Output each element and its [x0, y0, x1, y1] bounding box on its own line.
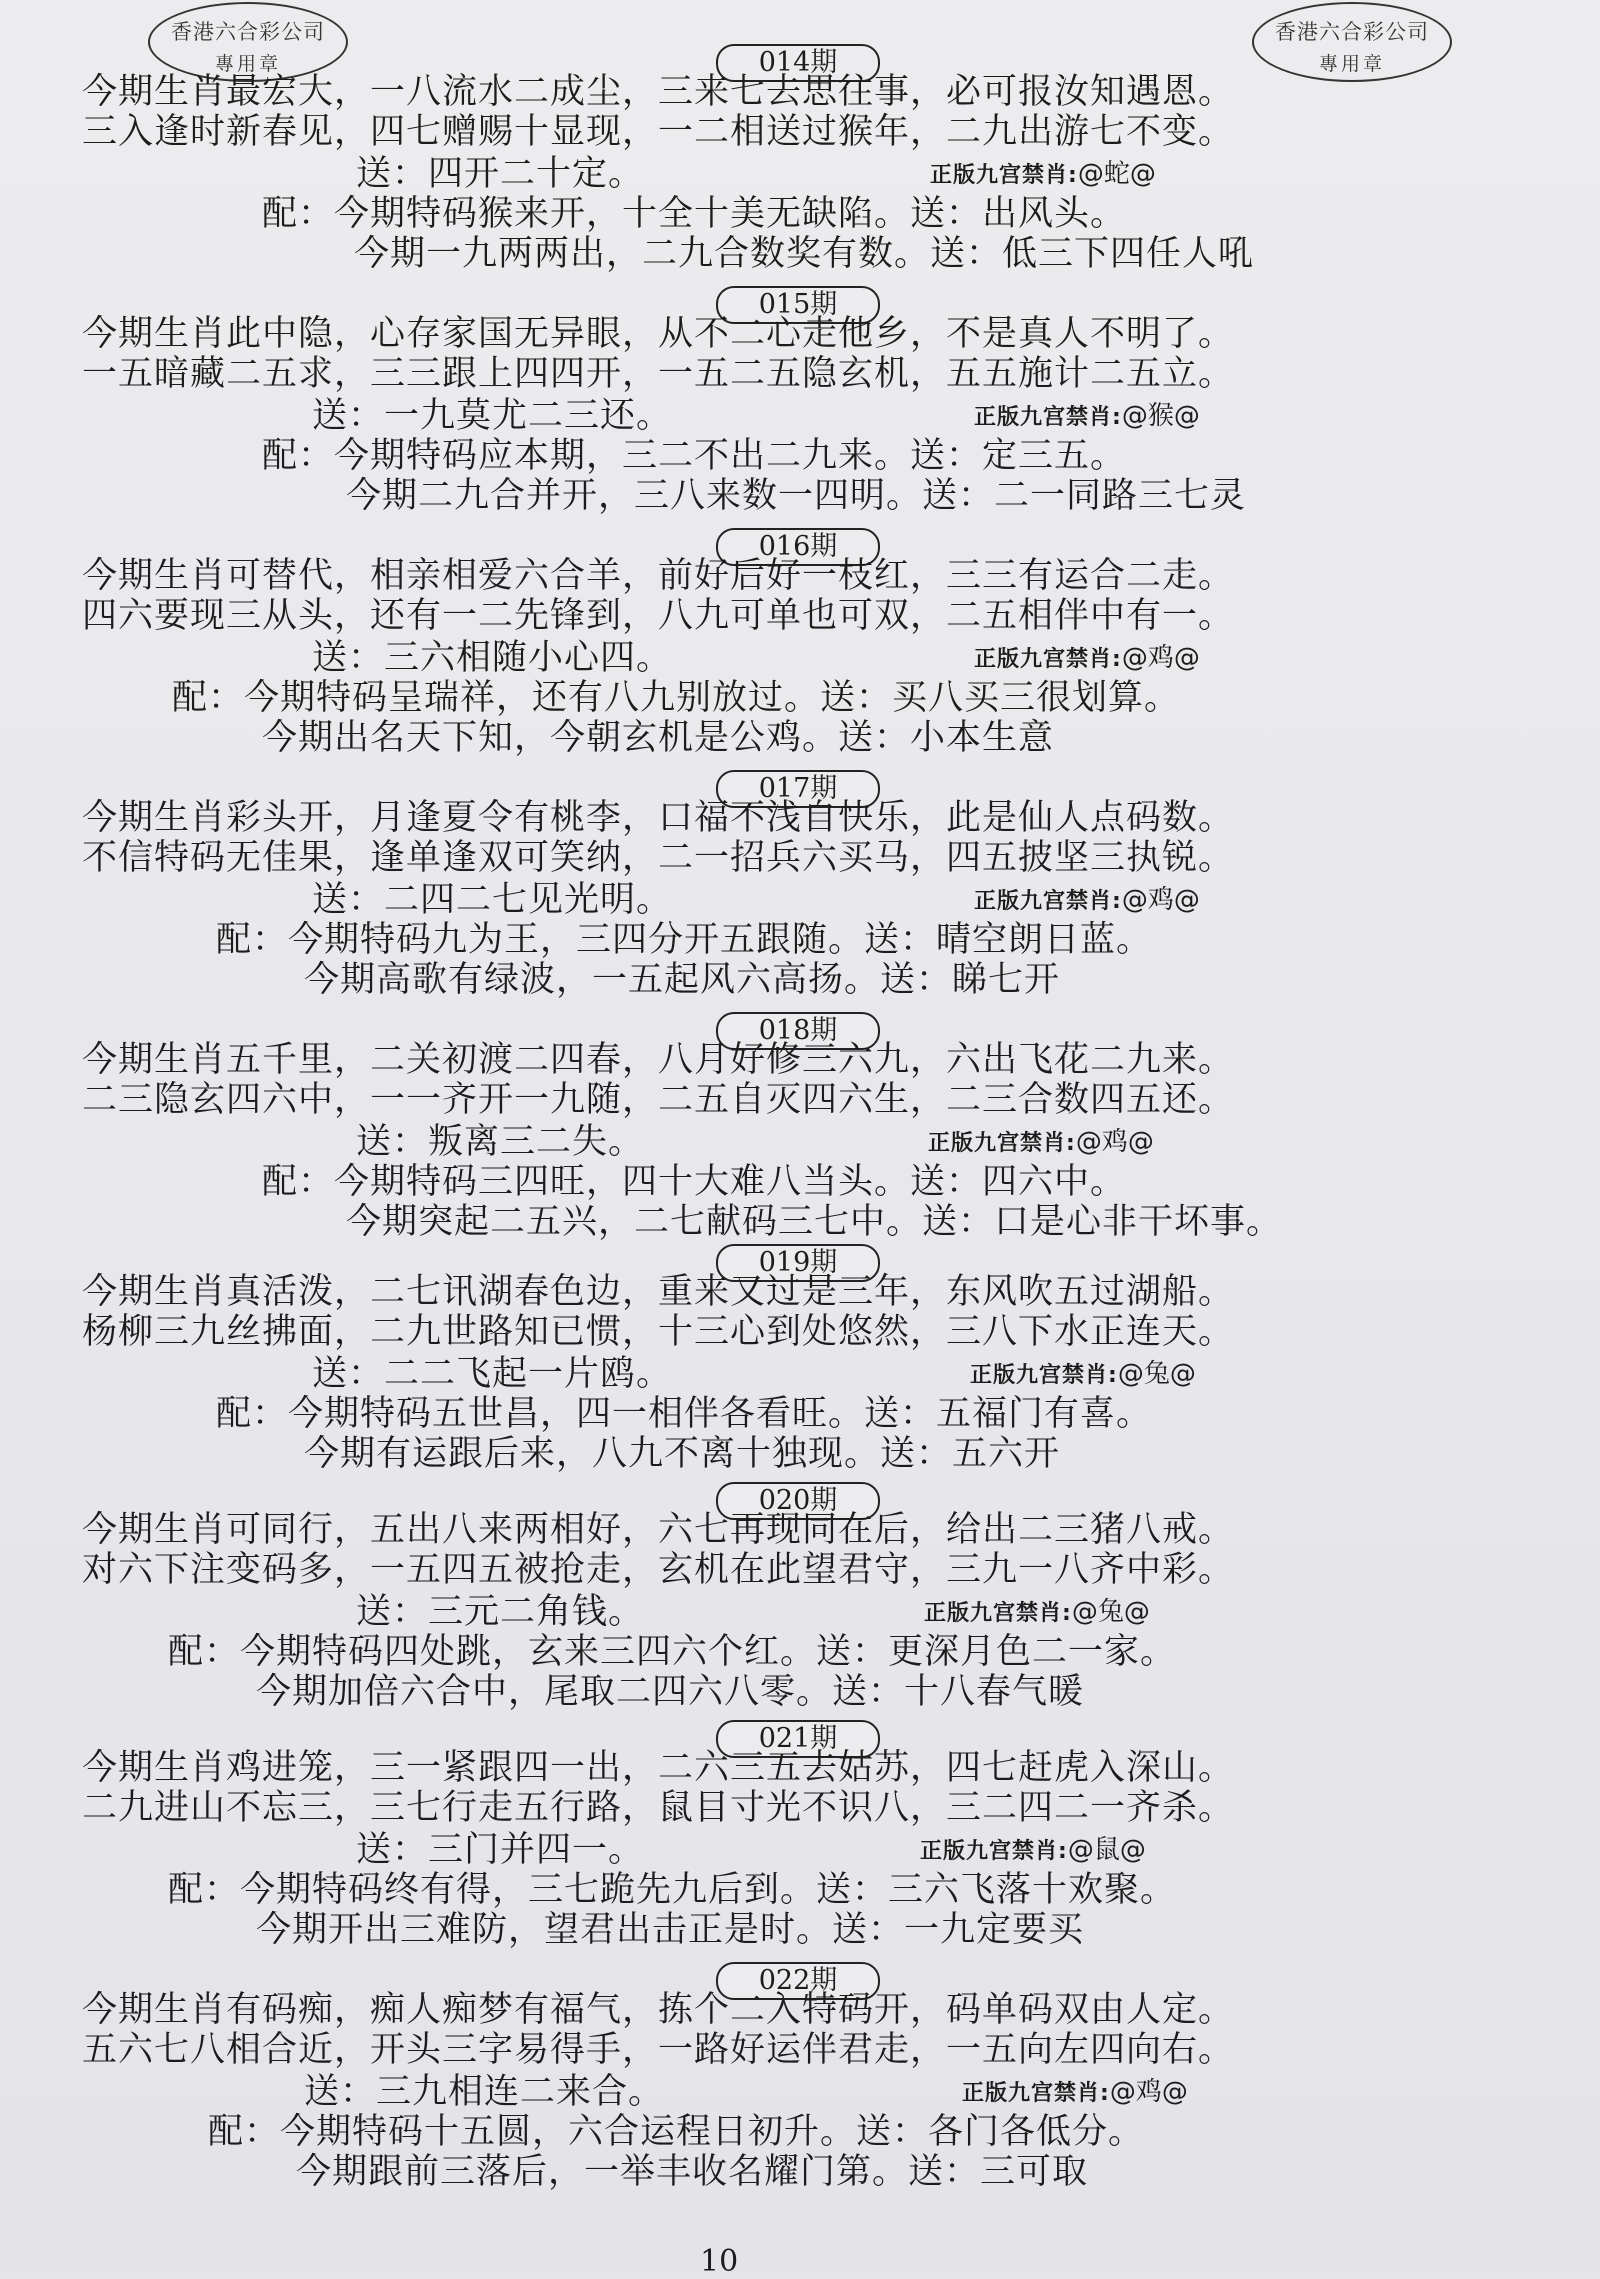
period-label: 016期 — [716, 528, 880, 566]
gift-label: 送： — [312, 880, 385, 920]
match-label: 配： — [262, 194, 335, 234]
match-label: 配： — [168, 1632, 241, 1672]
forbidden-zodiac — [920, 1834, 1146, 1868]
forbidden-value: @鸡@ — [1121, 885, 1200, 915]
gift-line — [356, 1122, 644, 1162]
gift-line — [312, 880, 672, 920]
match-label: 配： — [216, 1394, 289, 1434]
poem-line-2: 二三隐玄四六中，一一齐开一九随，二五自灭四六生，二三合数四五还。 — [82, 1080, 1235, 1120]
seal-text-bottom: 專用章 — [1318, 53, 1385, 75]
poem-line-1: 今期生肖此中隐，心存家国无异眼，从不二心走他乡，不是真人不明了。 — [82, 314, 1235, 354]
match-line — [168, 1632, 1176, 1672]
period-label: 015期 — [716, 286, 880, 324]
match-text: 今期特码猴来开，十全十美无缺陷。送：出风头。 — [334, 194, 1127, 234]
issue-block — [0, 286, 1600, 526]
issue-block — [0, 44, 1600, 284]
match-text: 今期特码应本期，三二不出二九来。送：定三五。 — [334, 436, 1127, 476]
gift-text: 二二飞起一片鸥。 — [384, 1354, 673, 1394]
forbidden-label: 正版九宫禁肖: — [924, 1601, 1072, 1626]
period-label: 019期 — [716, 1244, 880, 1282]
match-text: 今期特码四处跳，玄来三四六个红。送：更深月色二一家。 — [240, 1632, 1177, 1672]
match-line — [262, 1162, 1126, 1202]
gift-text: 三六相随小心四。 — [384, 638, 673, 678]
match-line — [216, 1394, 1152, 1434]
poem-line-2: 一五暗藏二五求，三三跟上四四开，一五二五隐玄机，五五施计二五立。 — [82, 354, 1235, 394]
forbidden-value: @鼠@ — [1067, 1835, 1146, 1865]
forbidden-label: 正版九宫禁肖: — [920, 1839, 1068, 1864]
extra-line: 今期加倍六合中，尾取二四六八零。送：十八春气暖 — [256, 1672, 1085, 1712]
gift-label: 送： — [356, 1592, 429, 1632]
forbidden-value: @兔@ — [1117, 1359, 1196, 1389]
match-label: 配： — [262, 1162, 335, 1202]
period-label: 017期 — [716, 770, 880, 808]
forbidden-label: 正版九宫禁肖: — [974, 889, 1122, 914]
poem-line-1: 今期生肖可同行，五出八来两相好，六七再现同在后，给出二三猪八戒。 — [82, 1510, 1235, 1550]
gift-line — [304, 2072, 664, 2112]
match-label: 配： — [168, 1870, 241, 1910]
forbidden-zodiac — [930, 158, 1156, 192]
forbidden-label: 正版九宫禁肖: — [974, 405, 1122, 430]
match-text: 今期特码三四旺，四十大难八当头。送：四六中。 — [334, 1162, 1127, 1202]
gift-text: 二四二七见光明。 — [384, 880, 673, 920]
extra-line: 今期二九合并开，三八来数一四明。送：二一同路三七灵 — [346, 476, 1247, 516]
extra-line: 今期高歌有绿波，一五起风六高扬。送：睇七开 — [304, 960, 1061, 1000]
gift-text: 一九莫尤二三还。 — [384, 396, 673, 436]
gift-text: 三九相连二来合。 — [376, 2072, 665, 2112]
poem-line-2: 五六七八相合近，开头三字易得手，一路好运伴君走，一五向左四向右。 — [82, 2030, 1235, 2070]
extra-line: 今期开出三难防，望君出击正是时。送：一九定要买 — [256, 1910, 1085, 1950]
gift-label: 送： — [356, 1122, 429, 1162]
match-line — [168, 1870, 1176, 1910]
gift-label: 送： — [356, 1830, 429, 1870]
gift-text: 三元二角钱。 — [428, 1592, 645, 1632]
forbidden-label: 正版九宫禁肖: — [962, 2081, 1110, 2106]
forbidden-zodiac — [974, 642, 1200, 676]
match-line — [172, 678, 1180, 718]
poem-line-1: 今期生肖可替代，相亲相爱六合羊，前好后好一枝红，三三有运合二走。 — [82, 556, 1235, 596]
gift-label: 送： — [312, 1354, 385, 1394]
seal-text-top: 香港六合彩公司 — [1275, 20, 1429, 44]
forbidden-value: @鸡@ — [1075, 1127, 1154, 1157]
gift-label: 送： — [304, 2072, 377, 2112]
issue-block — [0, 1482, 1600, 1722]
issue-block — [0, 1012, 1600, 1252]
extra-line: 今期出名天下知，今朝玄机是公鸡。送：小本生意 — [262, 718, 1055, 758]
poem-line-1: 今期生肖最宏大，一八流水二成尘，三来七去思往事，必可报汝知遇恩。 — [82, 72, 1235, 112]
forbidden-label: 正版九宫禁肖: — [970, 1363, 1118, 1388]
page-number: 10 — [700, 2244, 739, 2279]
gift-line — [312, 638, 672, 678]
gift-line — [312, 396, 672, 436]
match-label: 配： — [172, 678, 245, 718]
match-line — [216, 920, 1152, 960]
forbidden-label: 正版九宫禁肖: — [928, 1131, 1076, 1156]
forbidden-label: 正版九宫禁肖: — [974, 647, 1122, 672]
poem-line-2: 杨柳三九丝拂面，二九世路知已惯，十三心到处悠然，三八下水正连天。 — [82, 1312, 1235, 1352]
forbidden-label: 正版九宫禁肖: — [930, 163, 1078, 188]
forbidden-zodiac — [970, 1358, 1196, 1392]
forbidden-value: @鸡@ — [1121, 643, 1200, 673]
forbidden-zodiac — [962, 2076, 1188, 2110]
match-line — [262, 436, 1126, 476]
gift-label: 送： — [312, 396, 385, 436]
gift-label: 送： — [356, 154, 429, 194]
match-text: 今期特码十五圆，六合运程日初升。送：各门各低分。 — [280, 2112, 1145, 2152]
gift-text: 叛离三二失。 — [428, 1122, 645, 1162]
forbidden-value: @鸡@ — [1109, 2077, 1188, 2107]
period-label: 021期 — [716, 1720, 880, 1758]
extra-line: 今期突起二五兴，二七献码三七中。送：口是心非干坏事。 — [346, 1202, 1283, 1242]
issue-block — [0, 1244, 1600, 1484]
poem-line-2: 不信特码无佳果，逢单逢双可笑纳，二一招兵六买马，四五披坚三执锐。 — [82, 838, 1235, 878]
poem-line-2: 四六要现三从头，还有一二先锋到，八九可单也可双，二五相伴中有一。 — [82, 596, 1235, 636]
poem-line-2: 对六下注变码多，一五四五被抢走，玄机在此望君守，三九一八齐中彩。 — [82, 1550, 1235, 1590]
issue-block — [0, 1720, 1600, 1960]
gift-line — [356, 1830, 644, 1870]
poem-line-1: 今期生肖有码痴，痴人痴梦有福气，拣个二入特码开，码单码双由人定。 — [82, 1990, 1235, 2030]
match-text: 今期特码九为王，三四分开五跟随。送：晴空朗日蓝。 — [288, 920, 1153, 960]
issue-block — [0, 770, 1600, 1010]
match-text: 今期特码五世昌，四一相伴各看旺。送：五福门有喜。 — [288, 1394, 1153, 1434]
forbidden-zodiac — [974, 400, 1200, 434]
match-label: 配： — [208, 2112, 281, 2152]
period-label: 022期 — [716, 1962, 880, 2000]
gift-text: 四开二十定。 — [428, 154, 645, 194]
period-label: 018期 — [716, 1012, 880, 1050]
extra-line: 今期一九两两出，二九合数奖有数。送：低三下四任人吼 — [354, 234, 1255, 274]
period-label: 014期 — [716, 44, 880, 82]
poem-line-1: 今期生肖彩头开，月逢夏令有桃李，口福不浅自快乐，此是仙人点码数。 — [82, 798, 1235, 838]
match-text: 今期特码呈瑞祥，还有八九别放过。送：买八买三很划算。 — [244, 678, 1181, 718]
forbidden-zodiac — [924, 1596, 1150, 1630]
issue-block — [0, 528, 1600, 768]
forbidden-value: @兔@ — [1071, 1597, 1150, 1627]
match-label: 配： — [216, 920, 289, 960]
forbidden-value: @蛇@ — [1077, 159, 1156, 189]
gift-line — [312, 1354, 672, 1394]
match-text: 今期特码终有得，三七跪先九后到。送：三六飞落十欢聚。 — [240, 1870, 1177, 1910]
gift-line — [356, 1592, 644, 1632]
gift-line — [356, 154, 644, 194]
forbidden-zodiac — [974, 884, 1200, 918]
match-line — [208, 2112, 1144, 2152]
poem-line-1: 今期生肖五千里，二关初渡二四春，八月好修三六九，六出飞花二九来。 — [82, 1040, 1235, 1080]
extra-line: 今期有运跟后来，八九不离十独现。送：五六开 — [304, 1434, 1061, 1474]
poem-line-2: 三入逢时新春见，四七赠赐十显现，一二相送过猴年，二九出游七不变。 — [82, 112, 1235, 152]
seal-text-top: 香港六合彩公司 — [171, 20, 325, 44]
seal-text-bottom: 專用章 — [214, 53, 281, 75]
extra-line: 今期跟前三落后，一举丰收名耀门第。送：三可取 — [296, 2152, 1089, 2192]
match-label: 配： — [262, 436, 335, 476]
gift-text: 三门并四一。 — [428, 1830, 645, 1870]
match-line — [262, 194, 1126, 234]
issue-block — [0, 1962, 1600, 2202]
period-label: 020期 — [716, 1482, 880, 1520]
gift-label: 送： — [312, 638, 385, 678]
poem-line-1: 今期生肖鸡进笼，三一紧跟四一出，二六三五去姑苏，四七赶虎入深山。 — [82, 1748, 1235, 1788]
poem-line-2: 二九进山不忘三，三七行走五行路，鼠目寸光不识八，三二四二一齐杀。 — [82, 1788, 1235, 1828]
poem-line-1: 今期生肖真活泼，二七讯湖春色边，重来又过是三年，东风吹五过湖船。 — [82, 1272, 1235, 1312]
forbidden-value: @猴@ — [1121, 401, 1200, 431]
forbidden-zodiac — [928, 1126, 1154, 1160]
